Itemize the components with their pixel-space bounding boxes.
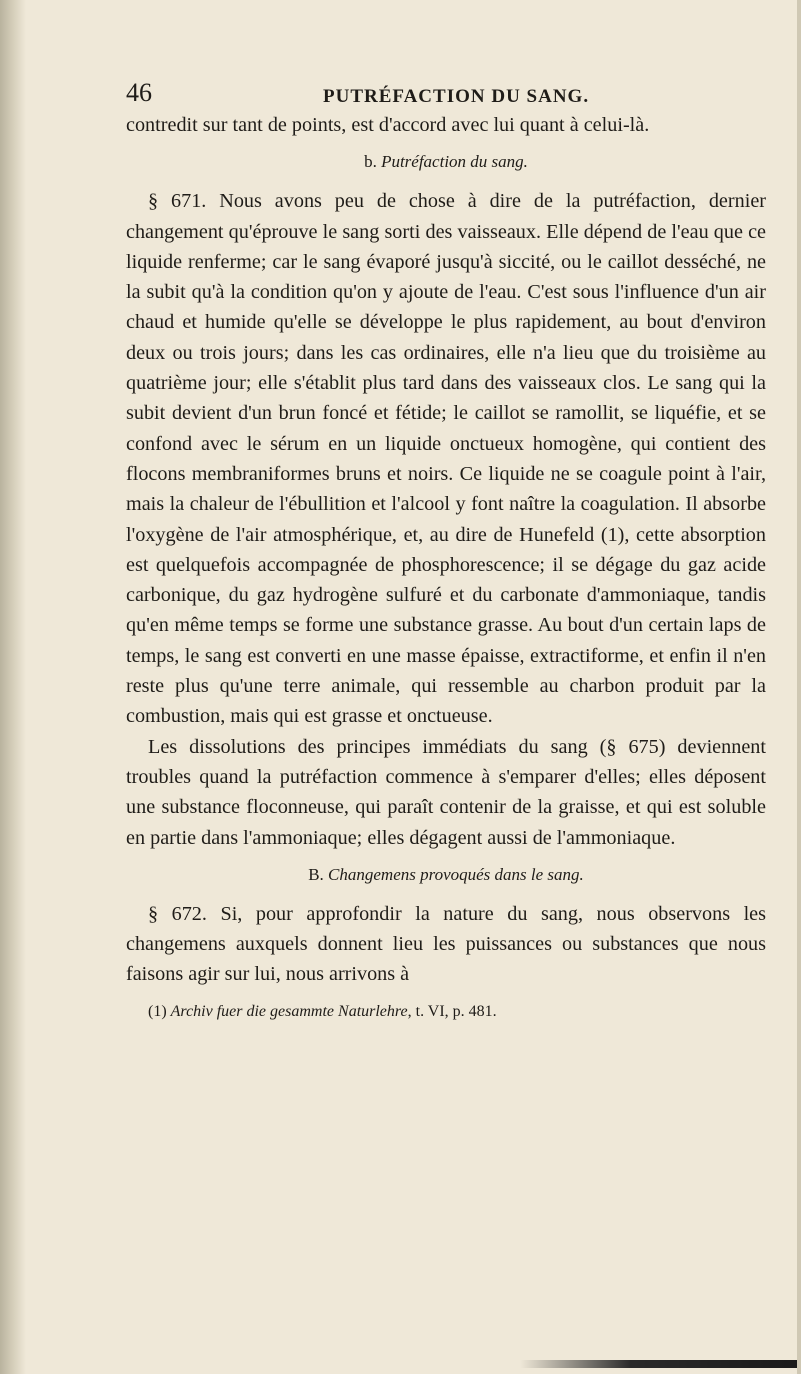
section-heading-b	[126, 150, 766, 174]
scan-bottom-shadow	[520, 1360, 797, 1368]
footnote-reference: , t. VI, p. 481.	[407, 1002, 497, 1020]
paragraph-671: § 671. Nous avons peu de chose à dire de la putréfaction, dernier changement qu'éprouve le sang sorti des vaisseaux. Elle dépend de l'eau que ce liquide renferme; car le sang évaporé jusqu'à siccité, ou le caillot desséché, ne la subit qu'à la condition qu'on y ajoute de l'eau. C'est sous l'influence d'un air chaud et humide qu'elle se développe le plus rapidement, au bout d'environ deux ou trois jours; dans les cas ordinaires, elle n'a lieu que du troisième au quatrième jour; elle s'établit plus tard dans des vaisseaux clos. Le sang qui la subit devient d'un brun foncé et fétide; le caillot se ramollit, se liquéfie, et se confond avec le sérum en un liquide onctueux homogène, qui contient des flocons membraniformes bruns et noirs. Ce liquide ne se coagule point à l'air, mais la chaleur de l'ébullition et l'alcool y font naître la coagulation. Il absorbe l'oxygène de l'air atmosphérique, et, au dire de Hunefeld (1), cette absorption est quelquefois accompagnée de phosphorescence; il se dégage du gaz acide carbonique, du gaz hydrogène sulfuré et du carbonate d'ammoniaque, tandis qu'en même temps se forme une substance grasse. Au bout d'un certain laps de temps, le sang est converti en une masse épaisse, extractiforme, et enfin il n'en reste plus qu'une terre animale, qui ressemble au charbon produit par la combustion, mais qui est grasse et onctueuse.	[126, 190, 766, 728]
page-number: 46	[126, 78, 152, 107]
paragraph-672: § 672. Si, pour approfondir la nature du sang, nous observons les changemens auxquels donnent lieu les puissances ou substances que nous faisons agir sur lui, nous arrivons à	[126, 902, 766, 986]
section-letter: B.	[308, 864, 324, 884]
footnote-title: Archiv fuer die gesammte Naturlehre	[170, 1002, 408, 1020]
book-page	[126, 78, 766, 1024]
section-letter: b.	[364, 152, 377, 172]
paragraph-dissolutions: Les dissolutions des principes immédiats du sang (§ 675) deviennent troubles quand la putréfaction commence à s'emparer d'elles; elles déposent une substance floconneuse, qui paraît contenir de la graisse, et qui est soluble en partie dans l'ammoniaque; elles dégagent aussi de l'ammoniaque.	[126, 735, 766, 849]
section-title: Changemens provoqués dans le sang.	[328, 864, 584, 884]
page-edge	[797, 0, 801, 1374]
footnote	[126, 1000, 766, 1024]
footnote-marker: (1)	[148, 1002, 167, 1020]
continuation-paragraph: contredit sur tant de points, est d'accord avec lui quant à celui-là.	[126, 114, 650, 136]
book-binding-shadow	[0, 0, 26, 1374]
running-head	[126, 78, 766, 110]
section-title: Putréfaction du sang.	[381, 152, 528, 172]
section-heading-B	[126, 863, 766, 887]
running-title: PUTRÉFACTION DU SANG.	[323, 86, 590, 107]
